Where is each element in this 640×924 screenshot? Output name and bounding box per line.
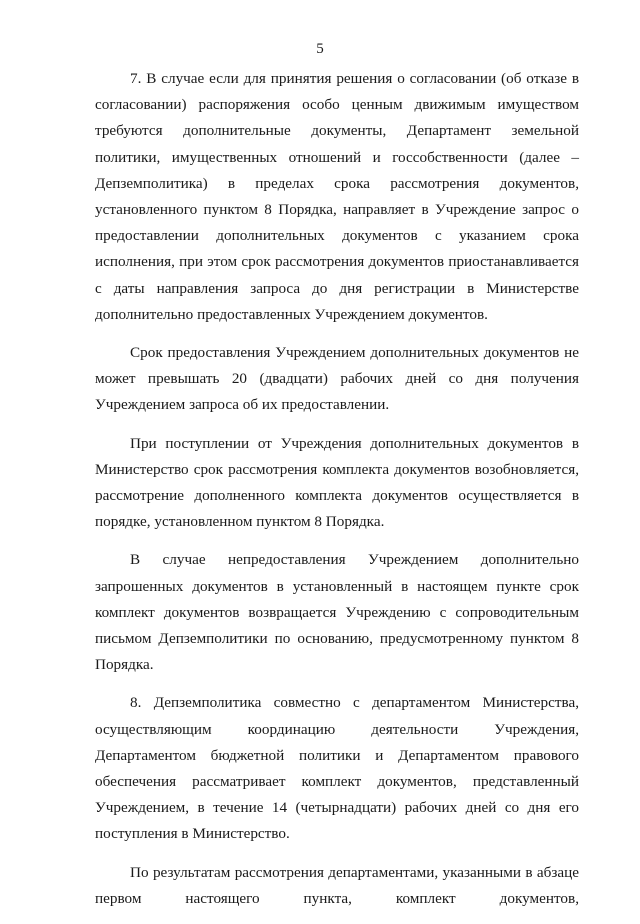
document-body [95,66,579,924]
paragraph-review-results: По результатам рассмотрения департаментами, указанными в абзаце первом настоящего пункта, комплект документов, [95,863,579,907]
paragraph-review-resumption: При поступлении от Учреждения дополнительных документов в Министерство срок рассмотрения комплекта документов возобновляется, рассмотрение дополненного комплекта документов осуществляется в порядке, установленном пунктом 8 Порядка. [95,434,579,531]
paragraph-submission-deadline: Срок предоставления Учреждением дополнительных документов не может превышать 20 (двадцати) рабочих дней со дня получения Учреждением запроса об их предоставлении. [95,344,579,414]
paragraph-8-review: 8. Депземполитика совместно с департаментом Министерства, осуществляющим координацию деятельности Учреждения, Департаментом бюджетной политики и Департаментом правового обеспечения рассматривает комплект документов, представленный Учреждением, в течение 14 (четырнадцати) рабочих дней со дня его поступления в Министерство. [95,694,579,843]
page-number: 5 [316,41,324,57]
paragraph-documents-return: В случае непредоставления Учреждением дополнительно запрошенных документов в установленный в настоящем пункте срок комплект документов возвращается Учреждению с сопроводительным письмом Депземполитики по основанию, предусмотренному пунктом 8 Порядка. [95,551,579,674]
paragraph-7-intro: 7. В случае если для принятия решения о согласовании (об отказе в согласовании) распоряжения особо ценным движимым имуществом требуются дополнительные документы, Департамент земельной политики, имущественных отношений и госсобственности (далее – Депземполитика) в пределах срока рассмотрения документов, установленного пунктом 8 Порядка, направляет в Учреждение запрос о предоставлении дополнительных документов с указанием срока исполнения, при этом срок рассмотрения документов приостанавливается с даты направления запроса до дня регистрации в Министерстве дополнительно предоставленных Учреждением документов. [95,70,579,323]
